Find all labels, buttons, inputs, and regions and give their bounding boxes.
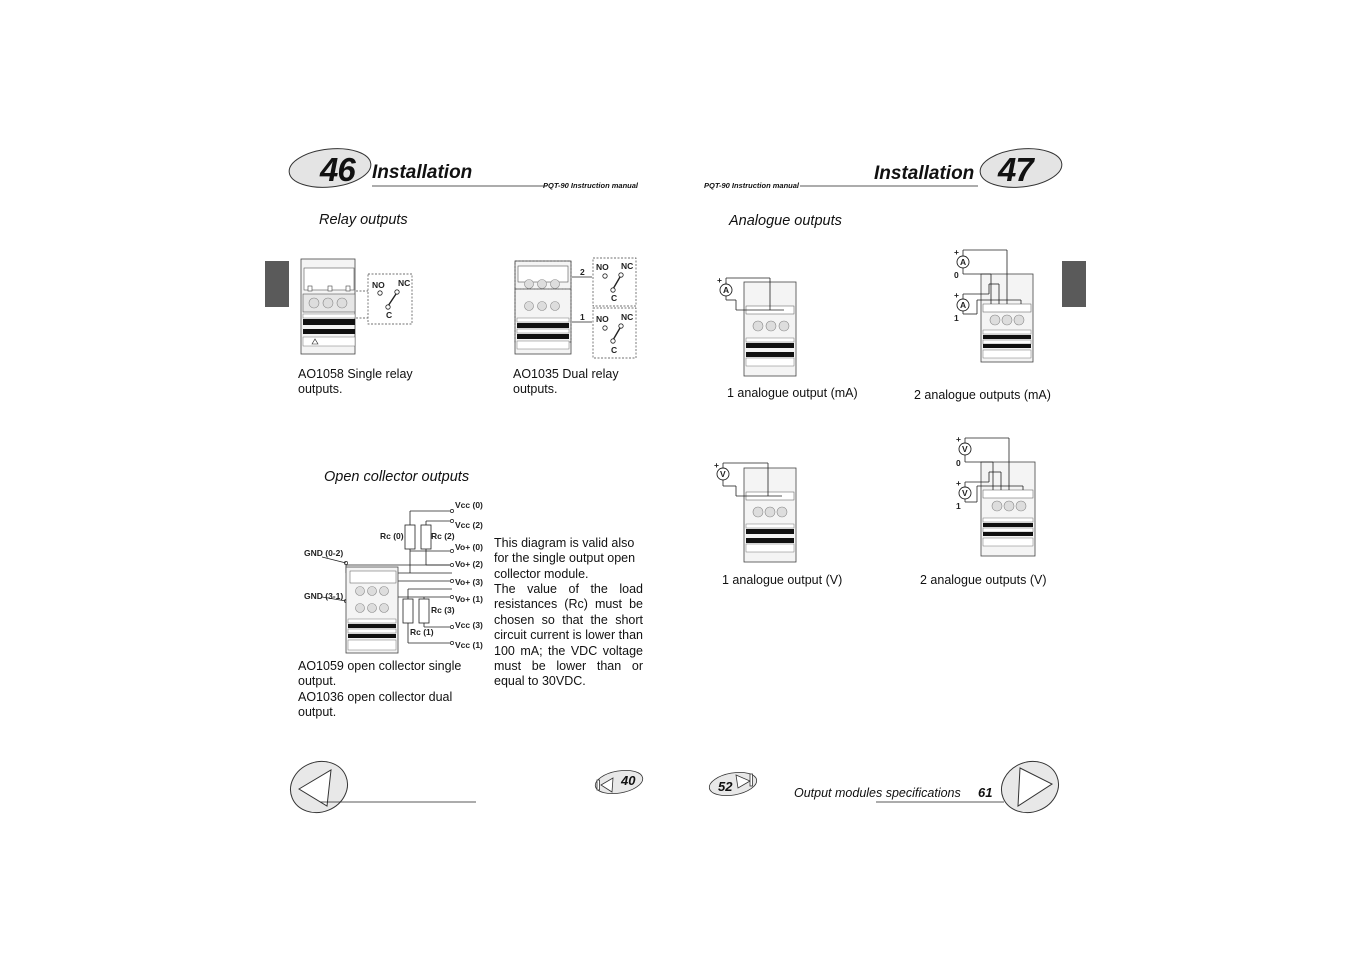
back-nav-badge[interactable]: [592, 769, 646, 797]
oc-rc3-label: Rc (3): [431, 605, 455, 615]
relay-single-caption-1: AO1058 Single relay: [298, 367, 413, 381]
meter-a-2-ch1: A: [960, 300, 967, 310]
ch1-2ma-label: 1: [954, 313, 959, 323]
meter-a-2-ch0: A: [960, 257, 967, 267]
forward-nav-page-number[interactable]: 52: [718, 779, 733, 794]
left-manual-label: PQT-90 Instruction manual: [543, 181, 639, 190]
oc-note-1: This diagram is valid also for the single output open collector module.: [494, 536, 636, 581]
oc-gnd02-label: GND (0-2): [304, 548, 344, 558]
plus-2ma-ch1: +: [954, 290, 959, 300]
right-page-number: 47: [998, 151, 1033, 188]
back-nav-page-number[interactable]: 40: [621, 773, 636, 788]
caption-2-analogue-ma: 2 analogue outputs (mA): [914, 388, 1051, 402]
ch1-2v-label: 1: [956, 501, 961, 511]
oc-vo1-label: Vo+ (1): [455, 594, 483, 604]
caption-1-analogue-ma: 1 analogue output (mA): [727, 386, 858, 400]
plus-1v: +: [714, 460, 719, 470]
plus-1ma: +: [717, 275, 722, 285]
forward-nav-badge[interactable]: [706, 769, 760, 797]
oc-gnd31-label: GND (3-1): [304, 591, 344, 601]
relay-dual-no1-label: NO: [596, 314, 609, 324]
relay-single-no-label: NO: [372, 280, 385, 290]
left-footer-rule: [320, 800, 480, 804]
relay-single-nc-label: NC: [398, 278, 411, 288]
relay-dual-c2-label: C: [611, 293, 618, 303]
analogue-1ma-diagram: [714, 270, 804, 380]
relay-section-title: Relay outputs: [319, 212, 408, 228]
right-manual-label: PQT-90 Instruction manual: [704, 181, 800, 190]
plus-2ma-ch0: +: [954, 247, 959, 257]
relay-dual-diagram: [512, 256, 642, 362]
oc-caption-line-3: AO1036 open collector dual: [298, 690, 453, 704]
oc-rc2-label: Rc (2): [431, 531, 455, 541]
analogue-1v-diagram: [712, 458, 802, 566]
relay-dual-c1-label: C: [611, 345, 618, 355]
analogue-2ma-diagram: [949, 244, 1039, 364]
meter-v-2-ch1: V: [962, 488, 968, 498]
oc-caption-line-4: output.: [298, 705, 337, 719]
analogue-section-title: Analogue outputs: [729, 213, 842, 229]
oc-rc0-label: Rc (0): [380, 531, 404, 541]
footer-link-text[interactable]: Output modules specifications: [794, 786, 961, 800]
relay-dual-nc2-label: NC: [621, 261, 634, 271]
meter-v-2-ch0: V: [962, 444, 968, 454]
ch0-2v-label: 0: [956, 458, 961, 468]
plus-2v-ch1: +: [956, 478, 961, 488]
oc-caption-line-1: AO1059 open collector single: [298, 659, 462, 673]
oc-vcc3-label: Vcc (3): [455, 620, 483, 630]
footer-link-page[interactable]: 61: [978, 785, 993, 800]
relay-dual-no2-label: NO: [596, 262, 609, 272]
relay-dual-2-label: 2: [580, 267, 585, 277]
relay-single-diagram: [298, 258, 418, 358]
oc-vcc0-label: Vcc (0): [455, 500, 483, 510]
oc-caption-line-2: output.: [298, 674, 337, 688]
left-chapter-tab: [265, 261, 289, 307]
next-page-button[interactable]: [998, 758, 1064, 816]
relay-dual-caption-1: AO1035 Dual relay: [513, 367, 619, 381]
right-page-title: Installation: [874, 163, 975, 184]
oc-rc1-label: Rc (1): [410, 627, 434, 637]
left-header-rule: [372, 184, 548, 188]
relay-dual-caption-2: outputs.: [513, 382, 558, 396]
caption-1-analogue-v: 1 analogue output (V): [722, 573, 843, 587]
meter-v-1: V: [720, 469, 726, 479]
oc-vo3-label: Vo+ (3): [455, 577, 483, 587]
oc-note-2: The value of the load resistances (Rc) must be chosen so that the short circuit current is lower than 100 mA; the VDC voltage must be lower than or equal to 30VDC.: [494, 582, 643, 689]
relay-dual-nc1-label: NC: [621, 312, 634, 322]
analogue-2v-diagram: [949, 432, 1041, 560]
relay-single-c-label: C: [386, 310, 393, 320]
relay-single-caption-2: outputs.: [298, 382, 343, 396]
prev-page-button[interactable]: [287, 758, 353, 816]
open-collector-diagram: [302, 497, 492, 659]
relay-dual-1-label: 1: [580, 312, 585, 322]
caption-2-analogue-v: 2 analogue outputs (V): [920, 573, 1047, 587]
right-footer-rule: [876, 800, 1006, 804]
oc-vcc1-label: Vcc (1): [455, 640, 483, 650]
left-page-title: Installation: [372, 162, 473, 183]
oc-vcc2-label: Vcc (2): [455, 520, 483, 530]
left-page-number: 46: [320, 151, 355, 188]
plus-2v-ch0: +: [956, 434, 961, 444]
ch0-2ma-label: 0: [954, 270, 959, 280]
oc-vo2-label: Vo+ (2): [455, 559, 483, 569]
oc-vo0-label: Vo+ (0): [455, 542, 483, 552]
meter-a-1: A: [723, 285, 730, 295]
open-collector-section-title: Open collector outputs: [324, 469, 470, 485]
right-chapter-tab: [1062, 261, 1086, 307]
